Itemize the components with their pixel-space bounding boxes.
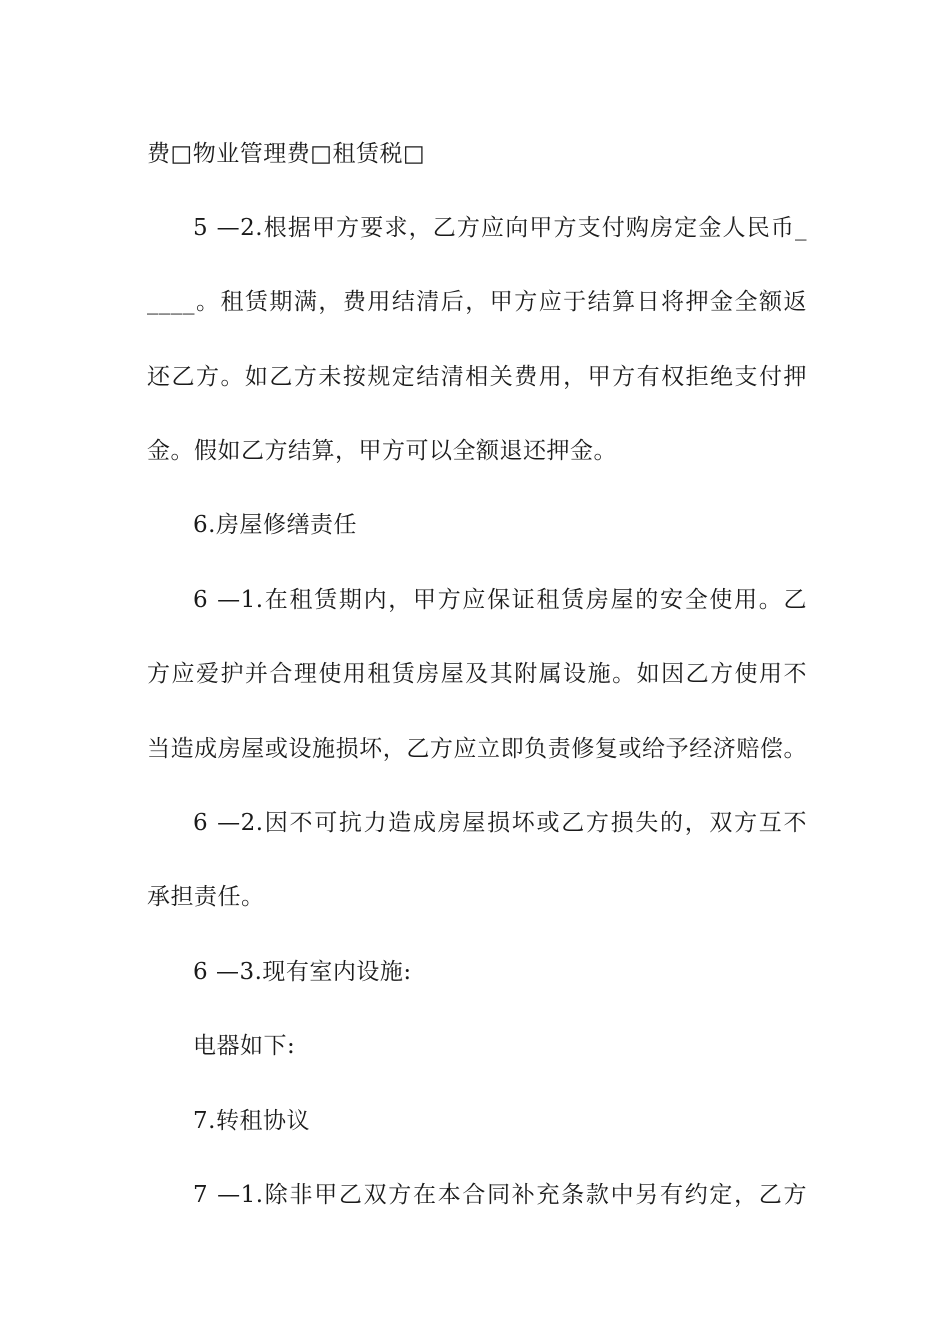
text-line-11: 承担责任。 [147,884,265,910]
text-line-3: ____。租赁期满，费用结清后，甲方应于结算日将押金全额返 [147,289,807,315]
text-line-15: 7 —1.除非甲乙双方在本合同补充条款中另有约定，乙方 [193,1182,807,1208]
text-line-9: 当造成房屋或设施损坏，乙方应立即负责修复或给予经济赔偿。 [147,736,807,762]
text-line-5: 金。假如乙方结算，甲方可以全额退还押金。 [147,438,617,464]
section-heading-6: 6.房屋修缮责任 [193,512,357,538]
text-line-12: 6 —3.现有室内设施: [193,959,412,985]
text-line-2: 5 —2.根据甲方要求，乙方应向甲方支付购房定金人民币_ [193,215,807,241]
text-line-13: 电器如下: [193,1033,296,1059]
text-line-8: 方应爱护并合理使用租赁房屋及其附属设施。如因乙方使用不 [147,661,807,687]
text-line-1: 费□物业管理费□租赁税□ [147,141,426,167]
text-line-7: 6 —1.在租赁期内，甲方应保证租赁房屋的安全使用。乙 [193,587,807,613]
section-heading-7: 7.转租协议 [193,1108,310,1134]
text-line-10: 6 —2.因不可抗力造成房屋损坏或乙方损失的，双方互不 [193,810,807,836]
text-line-4: 还乙方。如乙方未按规定结清相关费用，甲方有权拒绝支付押 [147,364,807,390]
